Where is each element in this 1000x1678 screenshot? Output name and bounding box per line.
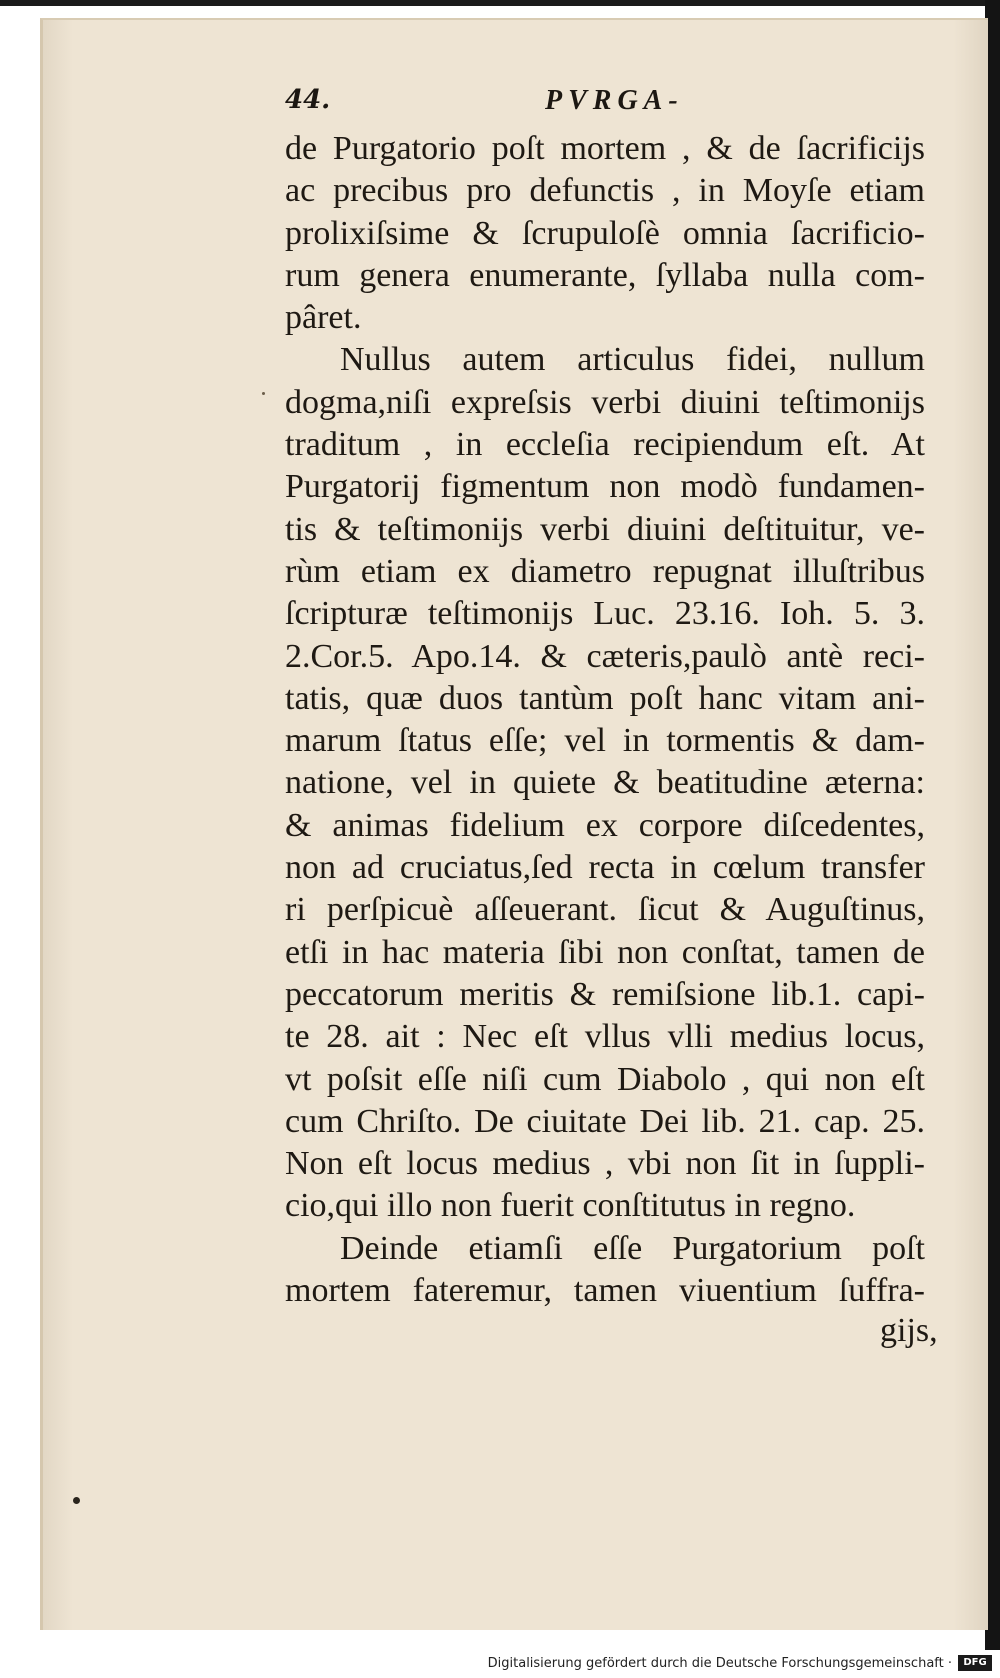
text-line: 2.Cor.5. Apo.14. & cæteris,paulò antè reci-: [285, 637, 925, 675]
ink-speck: [73, 1497, 80, 1504]
text-line: pâret.: [285, 299, 362, 337]
text-line: vt poſsit eſſe niſi cum Diabolo , qui non eſt: [285, 1060, 925, 1098]
text-line: non ad cruciatus,ſed recta in cœlum transfer: [285, 849, 925, 887]
text-line: cio,qui illo non fuerit conſtitutus in regno.: [285, 1187, 856, 1225]
text-line: marum ſtatus eſſe; vel in tormentis & dam-: [285, 722, 925, 760]
text-line: Non eſt locus medius , vbi non ſit in ſuppli-: [285, 1145, 925, 1183]
catchword: gijs,: [880, 1312, 938, 1349]
text-line: tis & teſtimonijs verbi diuini deſtituitur, ve-: [285, 510, 925, 548]
text-line: rum genera enumerante, ſyllaba nulla com-: [285, 256, 925, 294]
running-head: PVRGA-: [545, 85, 684, 116]
page-header: [285, 85, 705, 125]
text-line: & animas fidelium ex corpore diſcedentes,: [285, 806, 925, 844]
text-line: prolixiſsime & ſcrupuloſè omnia ſacrificio-: [285, 214, 925, 252]
text-line: rùm etiam ex diametro repugnat illuſtribus: [285, 552, 925, 590]
text-line: dogma,niſi expreſsis verbi diuini teſtimonijs: [285, 383, 925, 421]
text-line: peccatorum meritis & remiſsione lib.1. capi-: [285, 975, 925, 1013]
text-line: de Purgatorio poſt mortem , & de ſacrificijs: [285, 130, 925, 167]
scan-top-edge: [0, 0, 1000, 6]
text-line: etſi in hac materia ſibi non conſtat, tamen de: [285, 933, 925, 971]
dfg-logo: DFG: [958, 1655, 992, 1671]
text-line: mortem fateremur, tamen viuentium ſuffra-: [285, 1272, 925, 1310]
text-line: traditum , in eccleſia recipiendum eſt. At: [285, 426, 925, 464]
text-line: ac precibus pro defunctis , in Moyſe etiam: [285, 172, 925, 210]
text-line: ri perſpicuè aſſeuerant. ſicut & Auguſtinus,: [285, 891, 925, 929]
text-line: te 28. ait : Nec eſt vllus vlli medius locus,: [285, 1018, 925, 1056]
text-line: Deinde etiamſi eſſe Purgatorium poſt: [340, 1229, 925, 1267]
text-line: natione, vel in quiete & beatitudine æterna:: [285, 764, 925, 802]
text-line: cum Chriſto. De ciuitate Dei lib. 21. cap. 25.: [285, 1102, 925, 1140]
body-text: [285, 128, 925, 1312]
page-number: 44.: [285, 85, 331, 115]
text-line: tatis, quæ duos tantùm poſt hanc vitam ani-: [285, 679, 925, 717]
text-line: ſcripturæ teſtimonijs Luc. 23.16. Ioh. 5. 3.: [285, 595, 925, 633]
ink-speck: [262, 392, 265, 395]
text-line: Purgatorij figmentum non modò fundamen-: [285, 468, 925, 506]
footer-credit: Digitalisierung gefördert durch die Deutsche Forschungsgemeinschaft ·: [487, 1656, 952, 1671]
text-line: Nullus autem articulus fidei, nullum: [340, 341, 925, 379]
